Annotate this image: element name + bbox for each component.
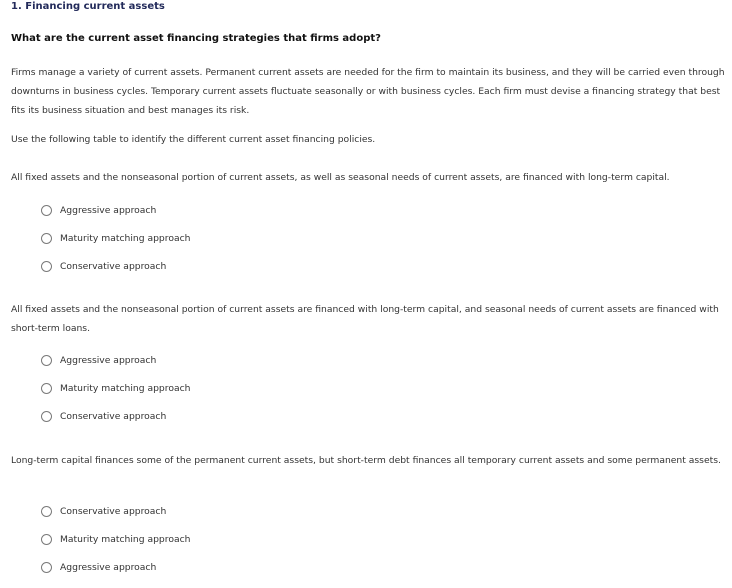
question-3-text: Long-term capital finances some of the permanent current assets, but short-term debt finances all temporary current assets and some permanent assets. xyxy=(11,455,721,466)
option-label: Aggressive approach xyxy=(60,204,157,216)
radio-button-icon[interactable] xyxy=(41,261,52,272)
q3-option-conservative[interactable] xyxy=(41,504,166,518)
option-label: Maturity matching approach xyxy=(60,382,191,394)
question-2-text: All fixed assets and the nonseasonal portion of current assets are financed with long-term capital, and seasonal needs of current assets are financed with short-term loans. xyxy=(11,304,719,334)
option-label: Aggressive approach xyxy=(60,354,157,366)
radio-button-icon[interactable] xyxy=(41,233,52,244)
option-label: Aggressive approach xyxy=(60,561,157,573)
radio-button-icon[interactable] xyxy=(41,411,52,422)
radio-button-icon[interactable] xyxy=(41,506,52,517)
option-label: Conservative approach xyxy=(60,505,167,517)
option-label: Maturity matching approach xyxy=(60,533,191,545)
question-1-text: All fixed assets and the nonseasonal portion of current assets, as well as seasonal needs of current assets, are financed with long-term capital. xyxy=(11,172,670,183)
instruction-text: Use the following table to identify the different current asset financing policies. xyxy=(11,134,376,145)
radio-button-icon[interactable] xyxy=(41,534,52,545)
option-label: Maturity matching approach xyxy=(60,232,191,244)
q2-option-maturity-matching[interactable] xyxy=(41,381,190,395)
q1-option-maturity-matching[interactable] xyxy=(41,231,190,245)
q1-option-aggressive[interactable] xyxy=(41,203,156,217)
section-title: 1. Financing current assets xyxy=(11,1,165,12)
q2-option-conservative[interactable] xyxy=(41,409,166,423)
radio-button-icon[interactable] xyxy=(41,205,52,216)
question-heading: What are the current asset financing strategies that firms adopt? xyxy=(11,33,381,44)
q2-option-aggressive[interactable] xyxy=(41,353,156,367)
option-label: Conservative approach xyxy=(60,260,167,272)
q3-option-maturity-matching[interactable] xyxy=(41,532,190,546)
option-label: Conservative approach xyxy=(60,410,167,422)
radio-button-icon[interactable] xyxy=(41,562,52,573)
q1-option-conservative[interactable] xyxy=(41,259,166,273)
radio-button-icon[interactable] xyxy=(41,355,52,366)
radio-button-icon[interactable] xyxy=(41,383,52,394)
intro-paragraph: Firms manage a variety of current assets. Permanent current assets are needed for the firm to maintain its business, and they will be carried even through downturns in business cycles. Temporary current assets fluctuate seasonally or with business cycles. Each firm must devise a financing strategy that best fits its business situation and best manages its risk. xyxy=(11,67,725,116)
q3-option-aggressive[interactable] xyxy=(41,560,156,574)
